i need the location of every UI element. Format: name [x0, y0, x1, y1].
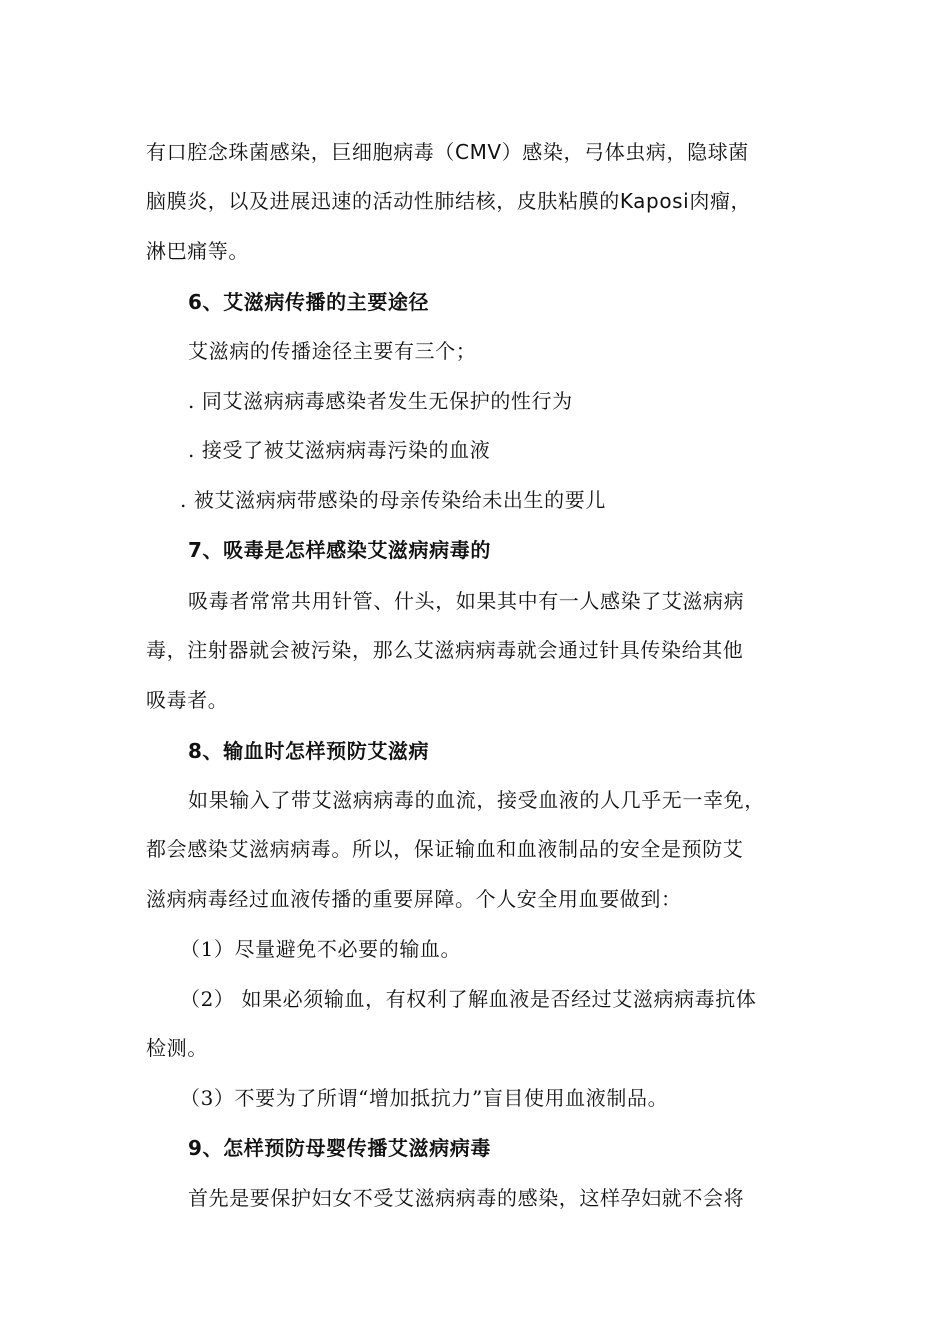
kaposi-term: Kaposi: [619, 189, 690, 213]
cmv-term: CMV: [455, 140, 502, 164]
intro-line-3: 淋巴痛等。: [146, 239, 249, 263]
paragraph-line: 吸毒者常常共用针管、什头，如果其中有一人感染了艾滋病病: [188, 589, 745, 613]
paragraph-line: 都会感染艾滋病病毒。所以，保证输血和血液制品的安全是预防艾: [146, 837, 744, 861]
paragraph-line: 滋病病毒经过血液传播的重要屏障。个人安全用血要做到：: [146, 887, 682, 911]
section-6-intro: 艾滋病的传播途径主要有三个；: [188, 339, 477, 363]
intro-text: 有口腔念珠菌感染，巨细胞病毒（: [146, 140, 455, 164]
paragraph-line: 如果输入了带艾滋病病毒的血流，接受血液的人几乎无一幸免，: [188, 788, 765, 812]
section-9-heading: 9、怎样预防母婴传播艾滋病病毒: [188, 1136, 491, 1160]
section-8-heading: 8、输血时怎样预防艾滋病: [188, 739, 430, 763]
intro-text: ）感染，弓体虫病，隐球菌: [501, 140, 749, 164]
paragraph-line: 毒，注射器就会被污染，那么艾滋病病毒就会通过针具传染给其他: [146, 638, 744, 662]
list-item: （2） 如果必须输血，有权利了解血液是否经过艾滋病病毒抗体: [180, 987, 757, 1011]
intro-line-1: [146, 139, 749, 165]
section-7-heading: 7、吸毒是怎样感染艾滋病病毒的: [188, 538, 491, 562]
intro-text: 肉瘤，: [689, 189, 752, 213]
paragraph-line: 首先是要保护妇女不受艾滋病病毒的感染，这样孕妇就不会将: [188, 1186, 745, 1210]
intro-text: 脑膜炎，以及进展迅速的活动性肺结核，皮肤粘膜的: [146, 189, 620, 213]
paragraph-line: 吸毒者。: [146, 688, 229, 712]
list-item: （1）尽量避免不必要的输血。: [180, 937, 462, 961]
list-item: . 接受了被艾滋病病毒污染的血液: [188, 438, 491, 462]
list-item: . 同艾滋病病毒感染者发生无保护的性行为: [188, 389, 573, 413]
section-6-heading: 6、艾滋病传播的主要途径: [188, 290, 430, 314]
list-item: . 被艾滋病病带感染的母亲传染给未出生的要儿: [180, 488, 606, 512]
list-item-continuation: 检测。: [146, 1036, 208, 1060]
intro-line-2: [146, 188, 751, 214]
list-item: （3）不要为了所谓“增加抵抗力”盲目使用血液制品。: [180, 1086, 669, 1110]
